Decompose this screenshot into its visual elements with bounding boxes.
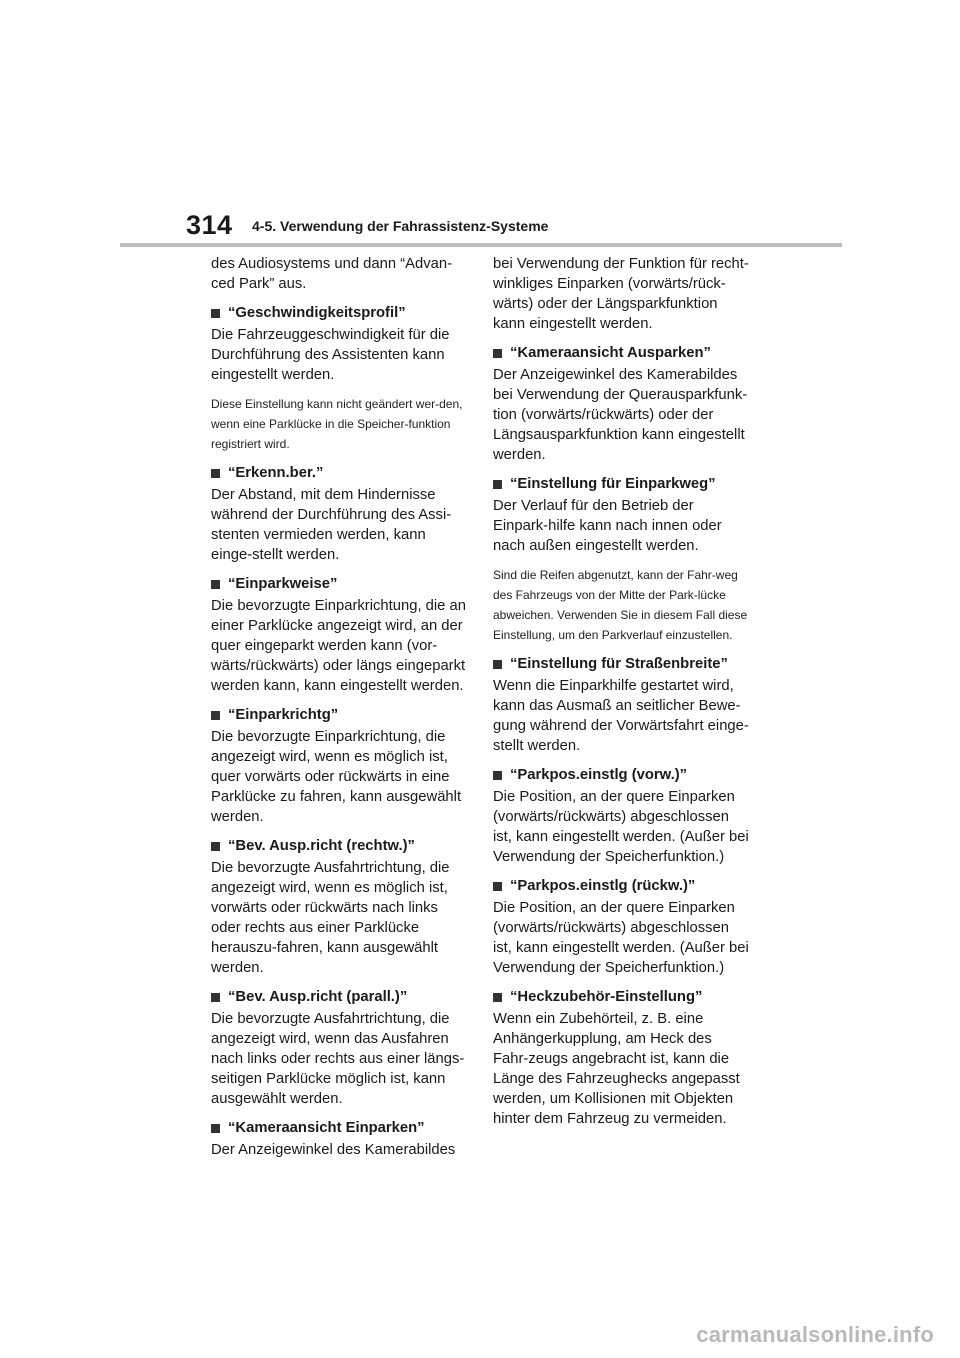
square-bullet-icon [211,469,220,478]
note: Diese Einstellung kann nicht geändert wer-den, wenn eine Parklücke in die Speicher-funktion registriert wird. [211,397,463,451]
section-title: “Einparkweise” [228,576,338,592]
section-heading [493,987,751,1007]
paragraph: Wenn ein Zubehörteil, z. B. eine Anhängerkupplung, am Heck des Fahr-zeugs angebracht ist, kann die Länge des Fahrzeughecks angepasst werden, um Kollisionen mit Objekten hinter dem Fahrzeug zu vermeiden. [493,1011,740,1127]
paragraph: Der Verlauf für den Betrieb der Einpark-hilfe kann nach innen oder nach außen eingestellt werden. [493,498,722,554]
note: Sind die Reifen abgenutzt, kann der Fahr-weg des Fahrzeugs von der Mitte der Park-lücke abweichen. Verwenden Sie in diesem Fall diese Einstellung, um den Parkverlauf einzustellen. [493,568,748,642]
section-title: “Einstellung für Einparkweg” [510,476,716,492]
section-heading [211,705,469,725]
paragraph: Der Anzeigewinkel des Kamerabildes bei Verwendung der Querausparkfunk-tion (vorwärts/rückwärts) oder der Längsausparkfunktion kann eingestellt werden. [493,367,748,463]
section-title: “Geschwindigkeitsprofil” [228,305,406,321]
section-title: “Einparkrichtg” [228,707,339,723]
section-heading [493,876,751,896]
paragraph: Die Fahrzeuggeschwindigkeit für die Durchführung des Assistenten kann eingestellt werden. [211,327,450,383]
section-heading [211,1118,469,1138]
section-heading [493,654,751,674]
square-bullet-icon [493,993,502,1002]
square-bullet-icon [493,771,502,780]
page-number: 314 [186,210,233,240]
paragraph: des Audiosystems und dann “Advan-ced Park” aus. [211,256,453,292]
section-title: “Erkenn.ber.” [228,465,324,481]
section-heading [211,574,469,594]
square-bullet-icon [211,842,220,851]
section-title: “Parkpos.einstlg (vorw.)” [510,767,688,783]
square-bullet-icon [493,480,502,489]
square-bullet-icon [211,711,220,720]
paragraph: bei Verwendung der Funktion für recht-winkliges Einparken (vorwärts/rück-wärts) oder der Längsparkfunktion kann eingestellt werden. [493,256,749,332]
site-watermark: carmanualsonline.info [696,1322,934,1347]
paragraph: Der Anzeigewinkel des Kamerabildes [211,1142,456,1158]
left-column [211,254,469,1169]
square-bullet-icon [211,993,220,1002]
square-bullet-icon [211,309,220,318]
section-title: “Parkpos.einstlg (rückw.)” [510,878,696,894]
section-heading [211,463,469,483]
square-bullet-icon [493,660,502,669]
section-title: “Einstellung für Straßenbreite” [510,656,728,672]
section-title: “Kameraansicht Einparken” [228,1120,425,1136]
chapter-title: 4-5. Verwendung der Fahrassistenz-Systeme [252,218,549,234]
section-title: “Kameraansicht Ausparken” [510,345,711,361]
paragraph: Die bevorzugte Ausfahrtrichtung, die angezeigt wird, wenn es möglich ist, vorwärts oder rückwärts nach links oder rechts aus einer Parklücke herauszu-fahren, kann ausgewählt werden. [211,860,450,976]
paragraph: Die bevorzugte Einparkrichtung, die an einer Parklücke angezeigt wird, an der quer eingeparkt werden kann (vor-wärts/rückwärts) oder längs eingeparkt werden kann, kann eingestellt werden. [211,598,466,694]
section-heading [493,343,751,363]
paragraph: Die Position, an der quere Einparken (vorwärts/rückwärts) abgeschlossen ist, kann eingestellt werden. (Außer bei Verwendung der Speicherfunktion.) [493,900,749,976]
square-bullet-icon [493,349,502,358]
paragraph: Wenn die Einparkhilfe gestartet wird, kann das Ausmaß an seitlicher Bewe-gung während der Vorwärtsfahrt einge-stellt werden. [493,678,749,754]
paragraph: Der Abstand, mit dem Hindernisse während der Durchführung des Assi-stenten vermieden werden, kann einge-stellt werden. [211,487,452,563]
section-heading [211,987,469,1007]
section-heading [211,836,469,856]
paragraph: Die bevorzugte Ausfahrtrichtung, die angezeigt wird, wenn das Ausfahren nach links oder rechts aus einer längs-seitigen Parklücke möglich ist, kann ausgewählt werden. [211,1011,465,1107]
section-heading [493,765,751,785]
square-bullet-icon [493,882,502,891]
section-heading [211,303,469,323]
section-title: “Heckzubehör-Einstellung” [510,989,703,1005]
section-title: “Bev. Ausp.richt (parall.)” [228,989,408,1005]
section-title: “Bev. Ausp.richt (rechtw.)” [228,838,415,854]
section-heading [493,474,751,494]
right-column [493,254,751,1138]
paragraph: Die bevorzugte Einparkrichtung, die angezeigt wird, wenn es möglich ist, quer vorwärts oder rückwärts in eine Parklücke zu fahren, kann ausgewählt werden. [211,729,462,825]
paragraph: Die Position, an der quere Einparken (vorwärts/rückwärts) abgeschlossen ist, kann eingestellt werden. (Außer bei Verwendung der Speicherfunktion.) [493,789,749,865]
square-bullet-icon [211,1124,220,1133]
header-divider [120,243,842,247]
square-bullet-icon [211,580,220,589]
